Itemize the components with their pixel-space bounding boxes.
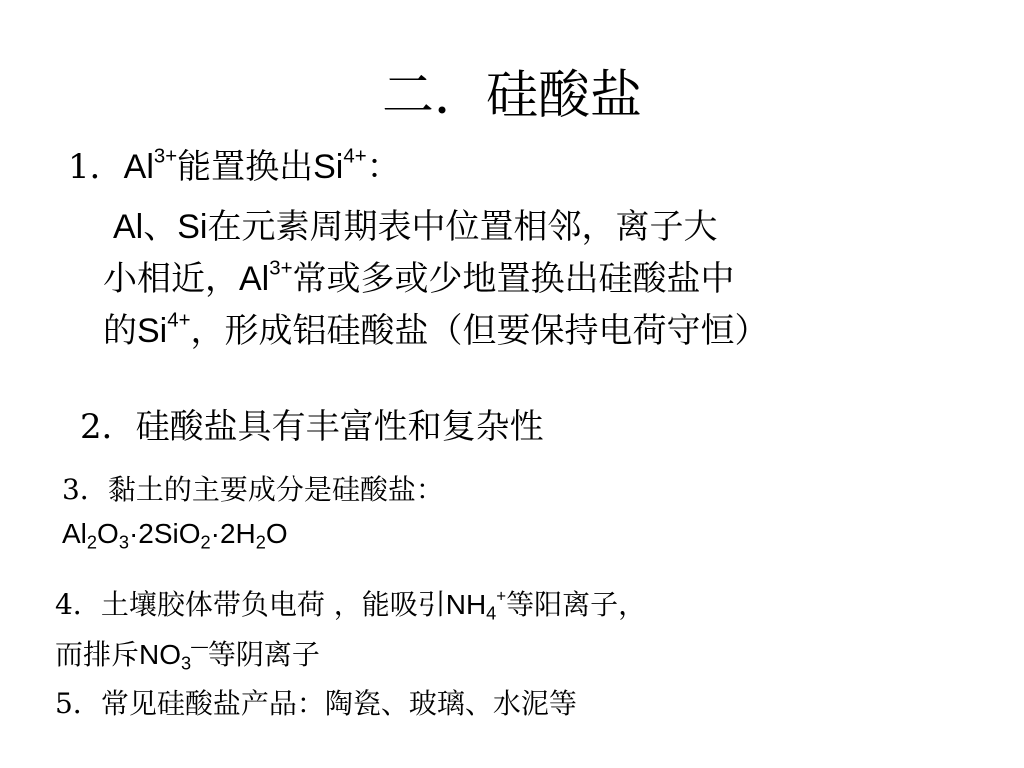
- point-5: 5．常见硅酸盐产品：陶瓷、玻璃、水泥等: [55, 687, 577, 720]
- aluminum-symbol: Al: [123, 148, 154, 186]
- formula-sio-subscript: 2: [200, 532, 211, 553]
- formula-o: O: [97, 518, 119, 549]
- point-1-body-line-1: [113, 207, 718, 247]
- body-line-2-text-a: 小相近，: [103, 259, 239, 299]
- formula-h-subscript: 2: [255, 532, 266, 553]
- formula-al-subscript: 2: [86, 532, 98, 553]
- formula-h: ·2H: [210, 518, 256, 549]
- point-4-line-2-end: 等阴离子: [207, 638, 320, 671]
- body-al: Al: [113, 208, 144, 246]
- point-1-heading: [68, 145, 401, 187]
- point-1-body-line-2: [103, 257, 735, 299]
- point-1-body-line-3: [103, 309, 769, 351]
- silicon-symbol: Si: [313, 148, 344, 186]
- point-4-line-1: [55, 586, 647, 624]
- body-separator: 、: [143, 207, 178, 247]
- slide-title: 二．硅酸盐: [381, 66, 642, 126]
- nitrate-symbol: NO: [139, 639, 182, 670]
- body-line-2-charge: 3+: [269, 257, 293, 280]
- body-si: Si: [177, 208, 208, 246]
- formula-al: Al: [62, 518, 87, 549]
- point-1-number: 1．: [68, 147, 124, 187]
- formula-o-subscript: 3: [118, 532, 129, 553]
- formula-sio: ·2SiO: [128, 518, 201, 549]
- point-4-line-2-text: 而排斥: [55, 638, 140, 671]
- point-3: 3．黏土的主要成分是硅酸盐：: [62, 473, 444, 506]
- ammonium-symbol: NH: [445, 589, 487, 620]
- point-1-colon: ：: [366, 147, 401, 187]
- body-line-3-text-b: ，形成铝硅酸盐（但要保持电荷守恒）: [190, 311, 769, 351]
- point-4-line-2: [55, 636, 320, 674]
- body-line-3-charge: 4+: [167, 309, 191, 332]
- aluminum-charge: 3+: [153, 145, 178, 168]
- body-line-1-text: 在元素周期表中位置相邻，离子大: [207, 207, 718, 247]
- nitrate-charge: —: [191, 636, 208, 656]
- ammonium-subscript: 4: [486, 603, 497, 624]
- body-line-3-si: Si: [137, 312, 168, 350]
- point-4-line-1-end: 等阳离子，: [506, 588, 647, 621]
- body-line-2-al: Al: [239, 260, 270, 298]
- silicon-charge: 4+: [343, 145, 367, 168]
- formula-water-o: O: [265, 518, 288, 549]
- clay-formula: [62, 518, 288, 553]
- body-line-3-text-a: 的: [103, 311, 137, 351]
- point-1-verb: 能置换出: [177, 147, 314, 187]
- body-line-2-text-b: 常或多或少地置换出硅酸盐中: [292, 259, 735, 299]
- point-2: 2．硅酸盐具有丰富性和复杂性: [80, 407, 544, 447]
- point-4-text: 4．土壤胶体带负电荷 ，能吸引: [55, 588, 446, 621]
- nitrate-subscript: 3: [181, 653, 192, 674]
- ammonium-charge: +: [496, 586, 507, 606]
